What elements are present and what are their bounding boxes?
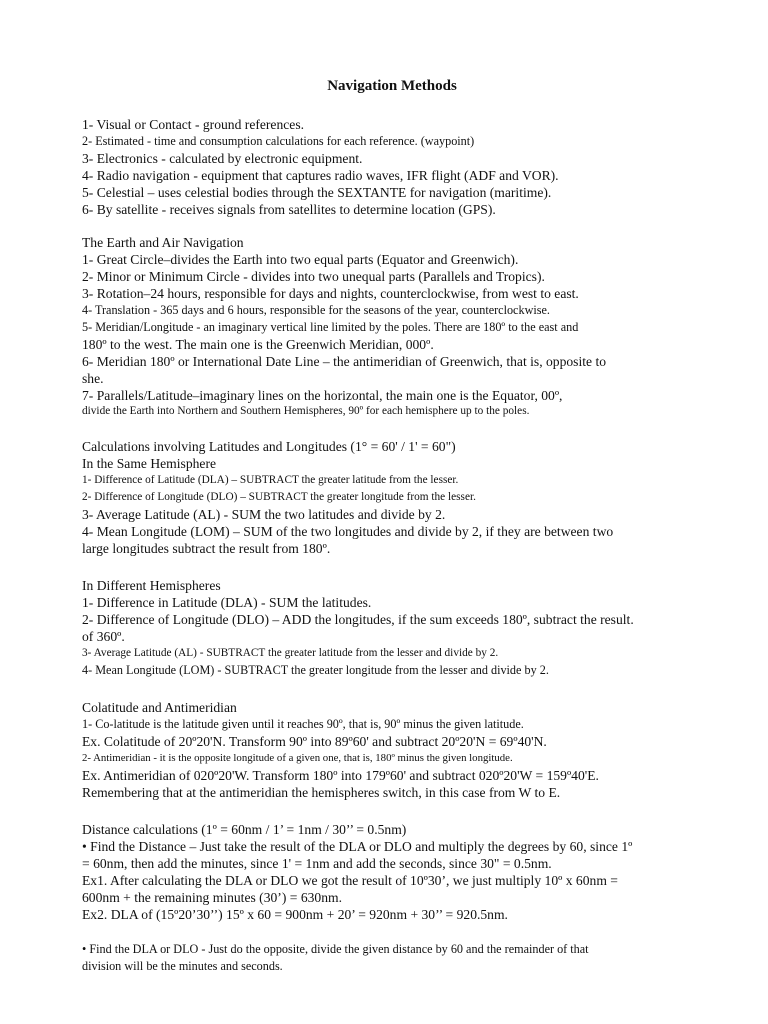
text-line: 3- Average Latitude (AL) - SUBTRACT the greater latitude from the lesser and divide by 2. (82, 647, 499, 659)
text-line: 2- Antimeridian - it is the opposite longitude of a given one, that is, 180º minus the given longitude. (82, 752, 513, 764)
method-item: 6- By satellite - receives signals from satellites to determine location (GPS). (82, 202, 496, 217)
text-line: 1- Co-latitude is the latitude given until it reaches 90º, that is, 90º minus the given latitude. (82, 717, 524, 731)
calculations-section (82, 438, 702, 557)
text-line: 1- Difference in Latitude (DLA) - SUM the latitudes. (82, 595, 372, 610)
method-item: 5- Celestial – uses celestial bodies through the SEXTANTE for navigation (maritime). (82, 185, 552, 200)
text-line: 2- Difference of Longitude (DLO) – SUBTRACT the greater longitude from the lesser. (82, 491, 476, 503)
find-dla-section (82, 941, 702, 975)
text-line: Ex. Colatitude of 20º20'N. Transform 90º into 89º60' and subtract 20º20'N = 69º40'N. (82, 734, 547, 749)
section-heading: Colatitude and Antimeridian (82, 700, 237, 715)
text-line: 3- Rotation–24 hours, responsible for days and nights, counterclockwise, from west to east. (82, 286, 579, 301)
method-item: 1- Visual or Contact - ground references. (82, 117, 305, 132)
text-line: 6- Meridian 180º or International Date Line – the antimeridian of Greenwich, that is, opposite to (82, 354, 607, 369)
text-line: 4- Mean Longitude (LOM) – SUM of the two longitudes and divide by 2, if they are between two (82, 524, 614, 539)
navigation-methods-list (82, 116, 702, 218)
section-heading: Distance calculations (1º = 60nm / 1’ = 1nm / 30’’ = 0.5nm) (82, 822, 407, 837)
page-title: Navigation Methods (327, 78, 457, 94)
text-line: 3- Average Latitude (AL) - SUM the two latitudes and divide by 2. (82, 507, 446, 522)
document-page (82, 76, 702, 991)
colatitude-section (82, 699, 702, 801)
section-heading: In Different Hemispheres (82, 578, 221, 593)
method-item: 2- Estimated - time and consumption calculations for each reference. (waypoint) (82, 134, 475, 148)
method-item: 3- Electronics - calculated by electronic equipment. (82, 151, 363, 166)
text-line: divide the Earth into Northern and Southern Hemispheres, 90º for each hemisphere up to the poles. (82, 405, 530, 417)
section-subheading: In the Same Hemisphere (82, 456, 217, 471)
text-line: large longitudes subtract the result from 180º. (82, 541, 331, 556)
text-line: 180º to the west. The main one is the Greenwich Meridian, 000º. (82, 337, 434, 352)
text-line: division will be the minutes and seconds. (82, 959, 283, 973)
method-item: 4- Radio navigation - equipment that captures radio waves, IFR flight (ADF and VOR). (82, 168, 559, 183)
text-line: Ex2. DLA of (15º20’30’’) 15º x 60 = 900nm + 20’ = 920nm + 30’’ = 920.5nm. (82, 907, 508, 922)
text-line: 7- Parallels/Latitude–imaginary lines on the horizontal, the main one is the Equator, 00º, (82, 388, 563, 403)
earth-section (82, 234, 702, 418)
text-line: she. (82, 371, 104, 386)
text-line: = 60nm, then add the minutes, since 1' = 1nm and add the seconds, since 30" = 0.5nm. (82, 856, 552, 871)
text-line: 1- Great Circle–divides the Earth into two equal parts (Equator and Greenwich). (82, 252, 519, 267)
distance-section (82, 821, 702, 923)
text-line: 4- Mean Longitude (LOM) - SUBTRACT the greater longitude from the lesser and divide by 2. (82, 663, 549, 677)
text-line: • Find the Distance – Just take the result of the DLA or DLO and multiply the degrees by 60, since 1º (82, 839, 633, 854)
text-line: Ex1. After calculating the DLA or DLO we got the result of 10º30’, we just multiply 10º x 60nm = (82, 873, 618, 888)
text-line: 4- Translation - 365 days and 6 hours, responsible for the seasons of the year, counterclockwise. (82, 303, 550, 317)
text-line: 600nm + the remaining minutes (30’) = 630nm. (82, 890, 342, 905)
text-line: Remembering that at the antimeridian the hemispheres switch, in this case from W to E. (82, 785, 561, 800)
text-line: 2- Minor or Minimum Circle - divides into two unequal parts (Parallels and Tropics). (82, 269, 545, 284)
section-heading: Calculations involving Latitudes and Longitudes (1° = 60' / 1' = 60") (82, 439, 456, 454)
text-line: 5- Meridian/Longitude - an imaginary vertical line limited by the poles. There are 180º to the east and (82, 320, 579, 334)
section-heading: The Earth and Air Navigation (82, 235, 244, 250)
different-hemispheres-section (82, 577, 702, 679)
text-line: 1- Difference of Latitude (DLA) – SUBTRACT the greater latitude from the lesser. (82, 474, 459, 486)
text-line: • Find the DLA or DLO - Just do the opposite, divide the given distance by 60 and the remainder of that (82, 942, 589, 956)
text-line: Ex. Antimeridian of 020º20'W. Transform 180º into 179º60' and subtract 020º20'W = 159º40'E. (82, 768, 599, 783)
text-line: of 360º. (82, 629, 125, 644)
text-line: 2- Difference of Longitude (DLO) – ADD the longitudes, if the sum exceeds 180º, subtract the result. (82, 612, 634, 627)
